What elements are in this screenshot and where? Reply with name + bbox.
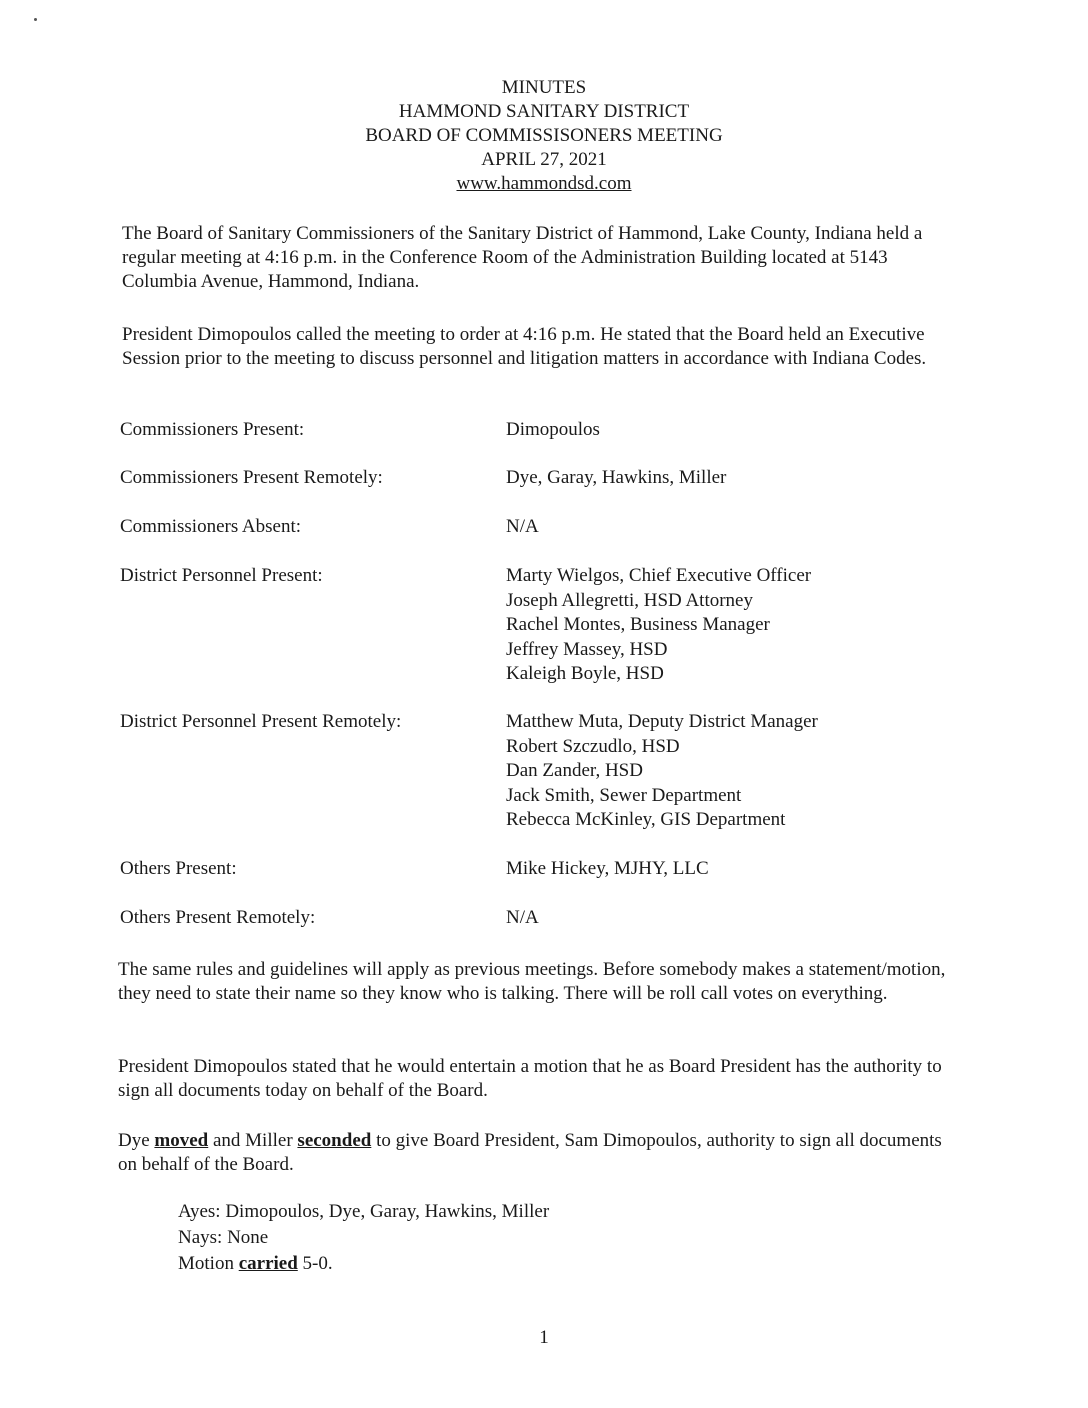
vote-nays: Nays: None xyxy=(178,1227,269,1248)
attendance-value: Mike Hickey, MJHY, LLC xyxy=(506,858,709,879)
attendance-value: Kaleigh Boyle, HSD xyxy=(506,663,664,684)
attendance-value: Matthew Muta, Deputy District Manager xyxy=(506,711,818,732)
header-title: MINUTES xyxy=(501,77,587,98)
attendance-value: N/A xyxy=(506,516,539,537)
attendance-values xyxy=(506,418,600,443)
scan-speck xyxy=(34,18,37,21)
vote-result-prefix: Motion xyxy=(178,1253,239,1274)
header-organization: HAMMOND SANITARY DISTRICT xyxy=(398,101,690,122)
attendance-values xyxy=(506,857,709,882)
attendance-label: Others Present Remotely: xyxy=(120,907,316,928)
motion-moved: moved xyxy=(154,1130,209,1151)
attendance-label: Commissioners Present: xyxy=(120,419,305,440)
motion-text-3: to give Board President, Sam Dimopoulos, authority to sign all documents on behalf of the Board. xyxy=(118,1130,942,1175)
attendance-label: District Personnel Present Remotely: xyxy=(120,711,402,732)
attendance-value: Dan Zander, HSD xyxy=(506,760,643,781)
vote-result-suffix: 5-0. xyxy=(297,1253,333,1274)
entertain-motion-paragraph: President Dimopoulos stated that he would entertain a motion that he as Board President has the authority to sign all documents today on behalf of the Board. xyxy=(118,1056,942,1101)
vote-result xyxy=(178,1252,549,1278)
motion-text-1: Dye xyxy=(118,1130,155,1151)
header-date: APRIL 27, 2021 xyxy=(481,149,607,170)
attendance-values xyxy=(506,515,539,540)
header-website-link[interactable]: www.hammondsd.com xyxy=(456,173,632,194)
attendance-value: Dye, Garay, Hawkins, Miller xyxy=(506,467,727,488)
attendance-value: Joseph Allegretti, HSD Attorney xyxy=(506,589,753,611)
attendance-label: Others Present: xyxy=(120,858,237,879)
attendance-value: Rachel Montes, Business Manager xyxy=(506,614,770,635)
attendance-value: Marty Wielgos, Chief Executive Officer xyxy=(506,565,812,586)
vote-block xyxy=(178,1200,549,1278)
attendance-values xyxy=(506,710,818,833)
attendance-value: N/A xyxy=(506,907,539,928)
header-meeting: BOARD OF COMMISSISONERS MEETING xyxy=(365,125,723,146)
attendance-value: Rebecca McKinley, GIS Department xyxy=(506,809,786,830)
vote-carried: carried xyxy=(238,1253,298,1274)
document-header xyxy=(0,76,1088,196)
attendance-values xyxy=(506,466,726,491)
motion-text-2: and Miller xyxy=(208,1130,298,1151)
intro-paragraph: The Board of Sanitary Commissioners of the Sanitary District of Hammond, Lake County, Indiana held a regular meeting at 4:16 p.m. in the Conference Room of the Administration Building located at 5143 Columbia Avenue, Hammond, Indiana. xyxy=(122,223,923,292)
motion-seconded: seconded xyxy=(297,1130,372,1151)
attendance-label: Commissioners Absent: xyxy=(120,516,302,537)
call-to-order-paragraph: President Dimopoulos called the meeting to order at 4:16 p.m. He stated that the Board held an Executive Session prior to the meeting to discuss personnel and litigation matters in accordance with Indiana Codes. xyxy=(122,324,927,369)
motion-paragraph xyxy=(118,1129,948,1177)
attendance-value: Jack Smith, Sewer Department xyxy=(506,784,742,806)
attendance-label: District Personnel Present: xyxy=(120,565,323,586)
attendance-value: Dimopoulos xyxy=(506,419,600,440)
rules-paragraph: The same rules and guidelines will apply as previous meetings. Before somebody makes a statement/motion, they need to state their name so they know who is talking. There will be roll call votes on everything. xyxy=(118,959,946,1004)
attendance-values xyxy=(506,564,811,687)
page-number: 1 xyxy=(539,1327,549,1348)
attendance-values xyxy=(506,906,539,931)
vote-ayes: Ayes: Dimopoulos, Dye, Garay, Hawkins, Miller xyxy=(178,1201,550,1222)
attendance-label: Commissioners Present Remotely: xyxy=(120,467,383,488)
attendance-value: Jeffrey Massey, HSD xyxy=(506,638,668,660)
attendance-value: Robert Szczudlo, HSD xyxy=(506,735,680,757)
